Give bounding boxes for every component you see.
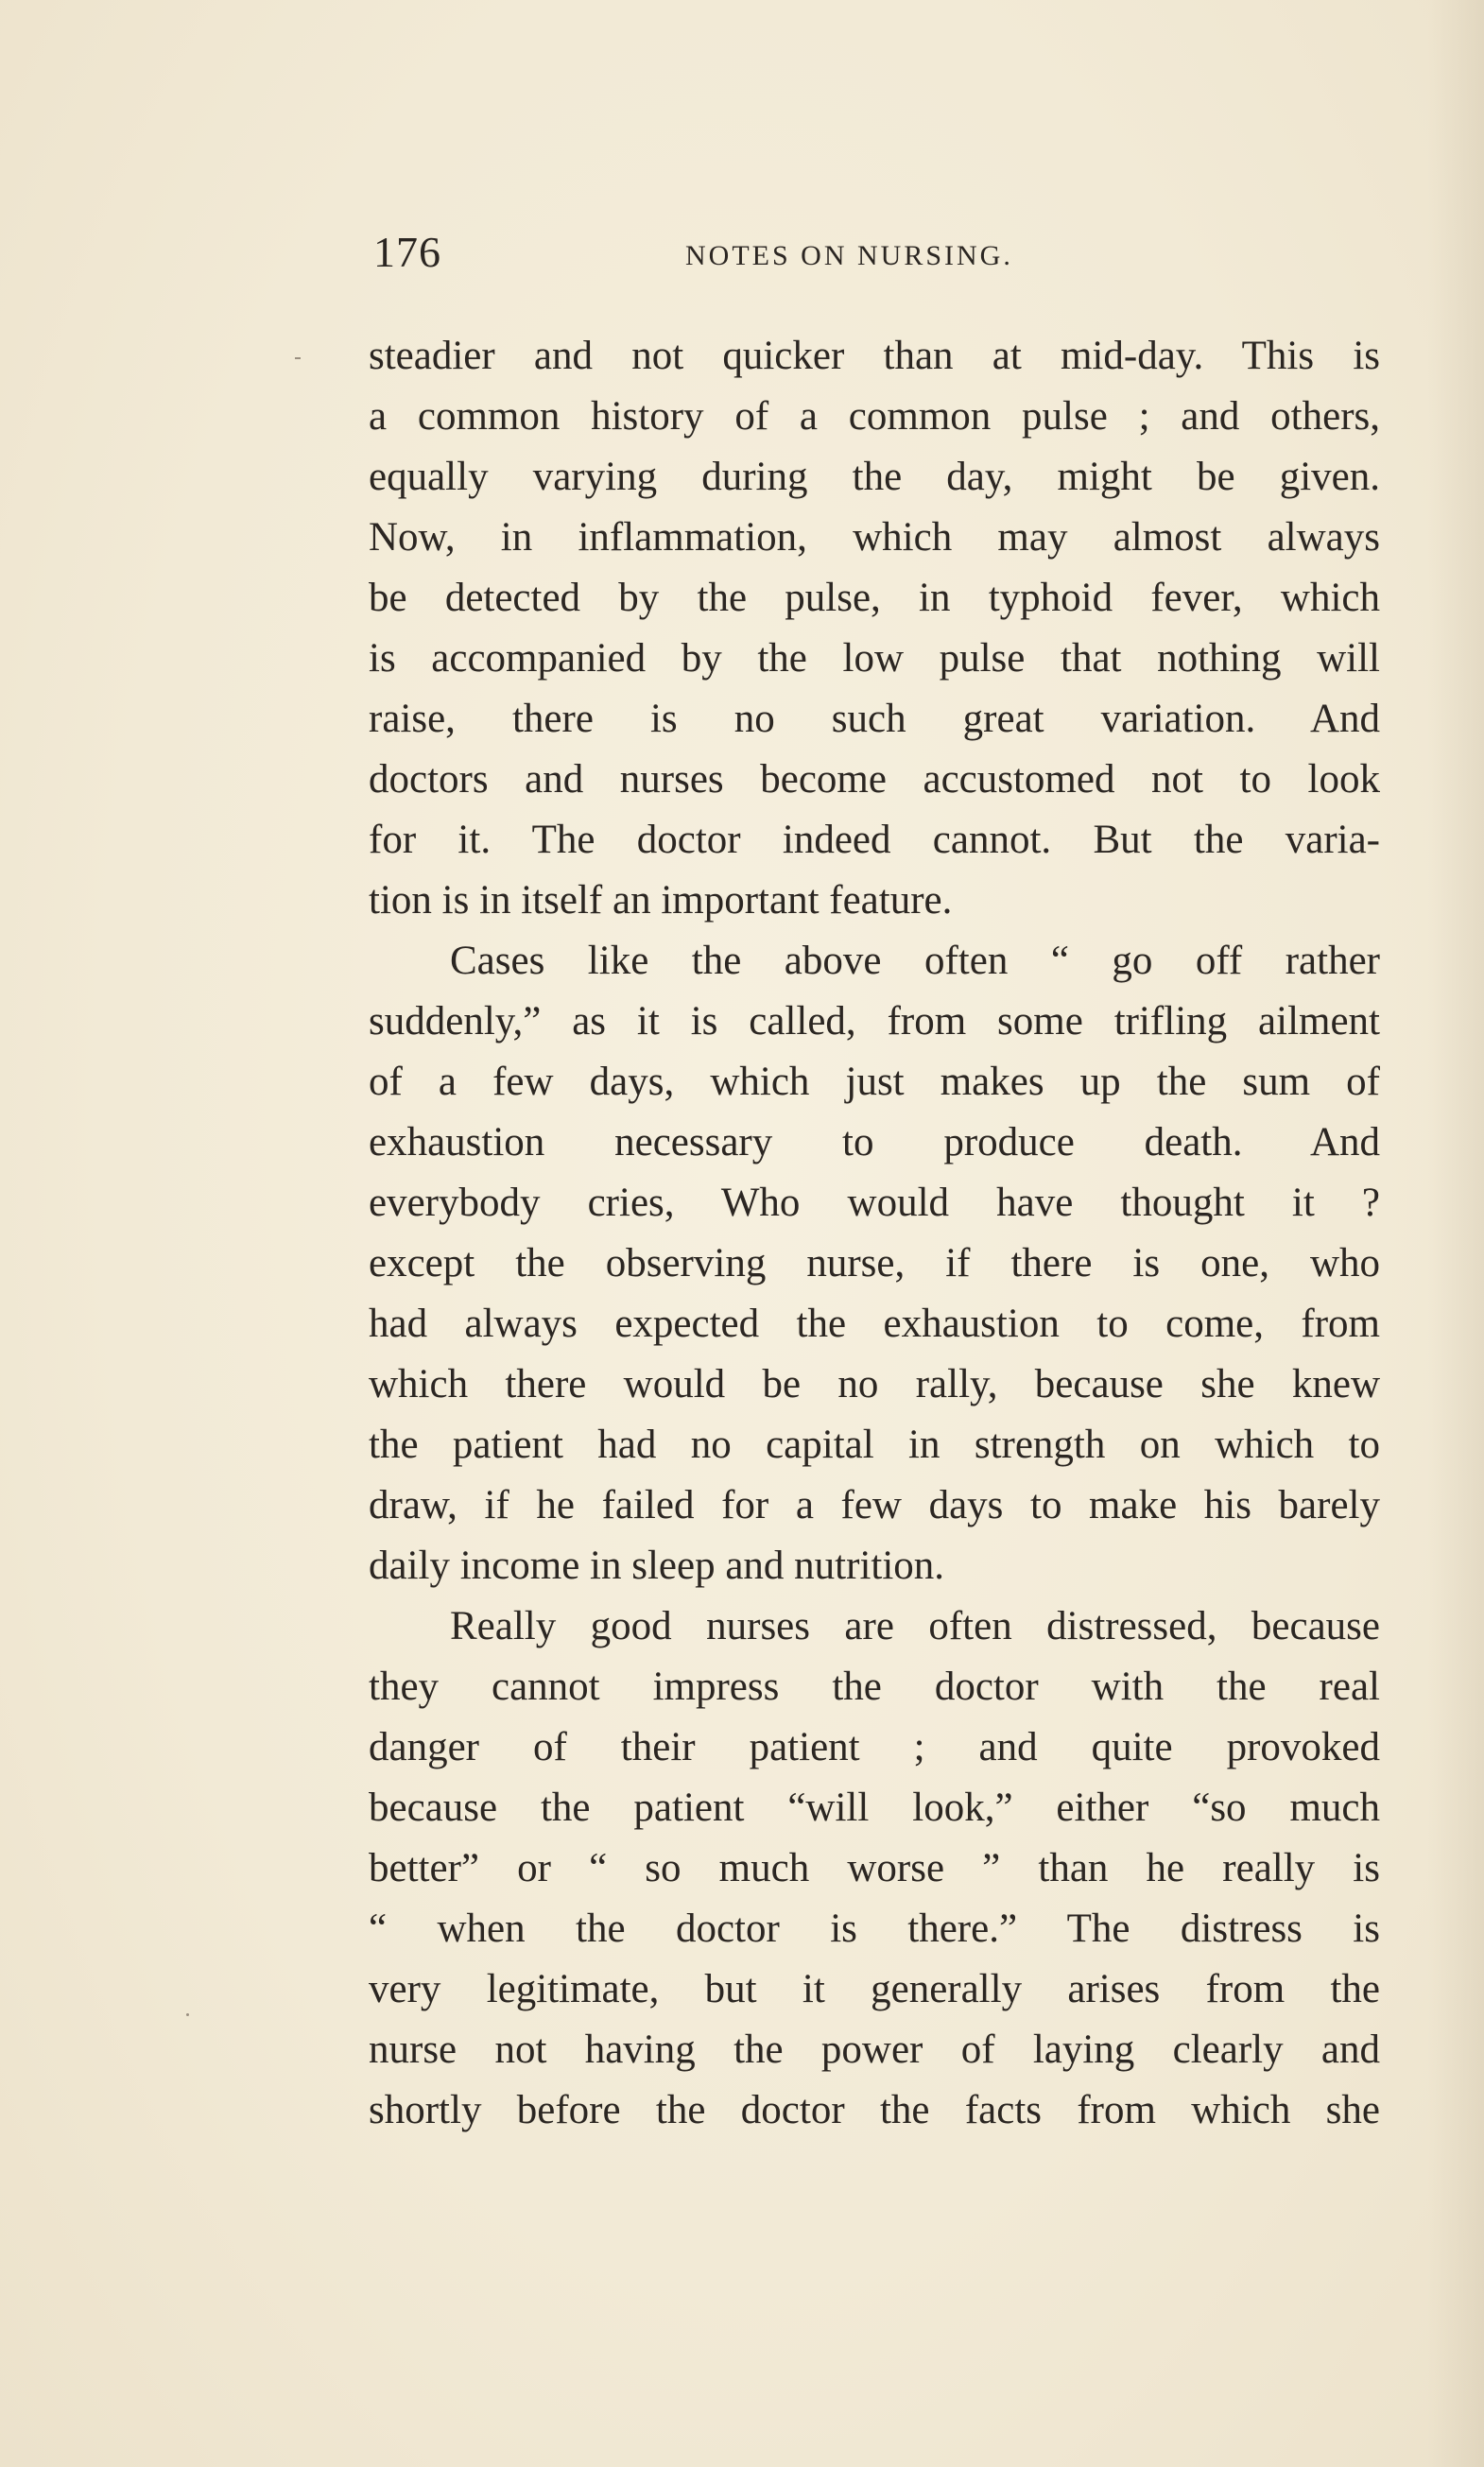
text-line: had always expected the exhaustion to come, from <box>369 1302 1380 1346</box>
margin-mark <box>295 357 301 359</box>
running-head: NOTES ON NURSING. <box>685 240 1013 271</box>
paragraph-start-line: Cases like the above often “ go off rather <box>450 939 1380 983</box>
text-line: raise, there is no such great variation. And <box>369 697 1380 741</box>
text-line: “ when the doctor is there.” The distress is <box>369 1906 1380 1951</box>
text-line: a common history of a common pulse ; and others, <box>369 394 1380 439</box>
text-line: except the observing nurse, if there is one, who <box>369 1241 1380 1285</box>
paragraph-end-line: daily income in sleep and nutrition. <box>369 1544 945 1588</box>
text-line: very legitimate, but it generally arises from the <box>369 1967 1380 2011</box>
text-line: steadier and not quicker than at mid-day. This is <box>369 334 1380 378</box>
page-edge-shadow <box>1427 0 1484 2467</box>
text-line: nurse not having the power of laying clearly and <box>369 2027 1380 2072</box>
paragraph-end-line: tion is in itself an important feature. <box>369 878 953 923</box>
text-line: better” or “ so much worse ” than he really is <box>369 1846 1380 1890</box>
text-line: which there would be no rally, because she knew <box>369 1362 1380 1406</box>
paragraph-start-line: Really good nurses are often distressed, because <box>450 1604 1380 1648</box>
text-line: Now, in inflammation, which may almost always <box>369 515 1380 560</box>
body-text <box>369 326 1380 2141</box>
text-line: everybody cries, Who would have thought it ? <box>369 1181 1380 1225</box>
page-number: 176 <box>373 228 441 276</box>
text-line: because the patient “will look,” either “so much <box>369 1786 1380 1830</box>
text-line: doctors and nurses become accustomed not to look <box>369 757 1380 802</box>
margin-speck <box>186 2013 189 2016</box>
text-line: of a few days, which just makes up the sum of <box>369 1060 1380 1104</box>
text-line: danger of their patient ; and quite provoked <box>369 1725 1380 1769</box>
text-line: for it. The doctor indeed cannot. But the varia- <box>369 818 1380 862</box>
text-line: shortly before the doctor the facts from which she <box>369 2088 1380 2132</box>
text-line: exhaustion necessary to produce death. And <box>369 1120 1380 1164</box>
text-line: draw, if he failed for a few days to make his barely <box>369 1483 1380 1527</box>
text-line: is accompanied by the low pulse that nothing will <box>369 636 1380 681</box>
text-line: be detected by the pulse, in typhoid fever, which <box>369 576 1380 620</box>
text-line: the patient had no capital in strength on which to <box>369 1423 1380 1467</box>
text-line: equally varying during the day, might be given. <box>369 455 1380 499</box>
page-header <box>373 227 1375 284</box>
text-line: they cannot impress the doctor with the real <box>369 1665 1380 1709</box>
text-line: suddenly,” as it is called, from some trifling ailment <box>369 999 1380 1044</box>
